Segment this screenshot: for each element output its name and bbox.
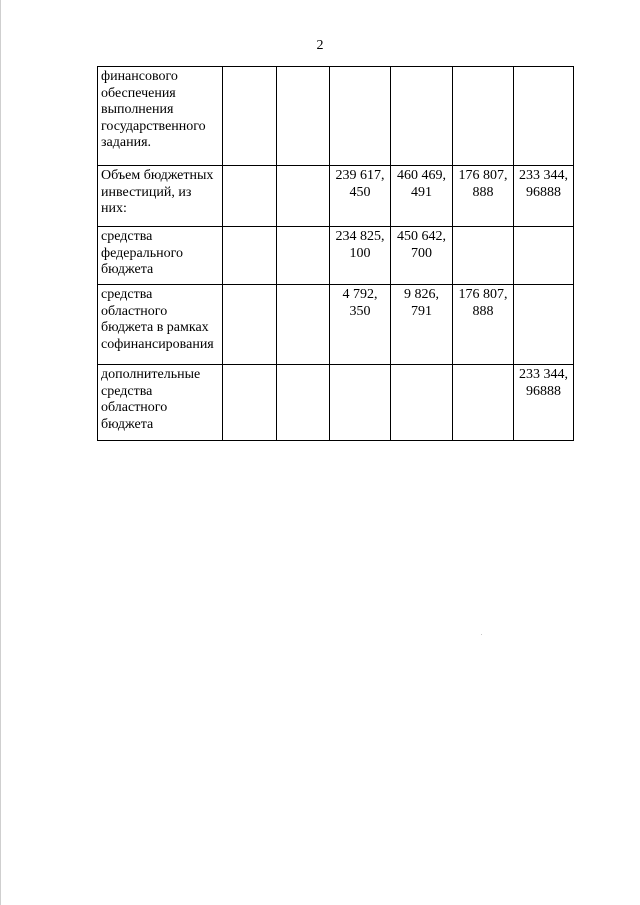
row-label-line: них: <box>101 201 127 216</box>
value-line: 239 617, <box>335 168 385 183</box>
table-row <box>98 365 574 441</box>
value-line: 100 <box>349 245 371 261</box>
empty-cell <box>453 67 514 166</box>
table-row <box>98 67 574 166</box>
value-line: 96888 <box>526 383 561 399</box>
row-label-line: государственного <box>101 118 206 134</box>
row-label-cell <box>98 365 223 441</box>
value-line: 4 792, <box>342 287 378 302</box>
empty-cell <box>277 227 330 285</box>
table-row <box>98 227 574 285</box>
row-label-line: бюджета <box>101 416 154 432</box>
value-line: 888 <box>472 303 494 319</box>
row-label-line: обеспечения <box>101 85 176 101</box>
row-label-cell <box>98 285 223 365</box>
row-label-cell <box>98 227 223 285</box>
empty-cell <box>223 365 277 441</box>
row-label-line: задания. <box>101 135 152 150</box>
table-row <box>98 166 574 227</box>
empty-cell <box>277 166 330 227</box>
row-label-line: финансового <box>101 69 178 84</box>
row-label-cell <box>98 67 223 166</box>
empty-cell <box>223 67 277 166</box>
empty-cell <box>277 285 330 365</box>
value-line: 460 469, <box>397 168 446 183</box>
empty-cell <box>514 67 574 166</box>
empty-cell <box>277 365 330 441</box>
value-line: 350 <box>349 303 371 319</box>
value-cell <box>391 166 453 227</box>
row-label-line: федерального <box>101 245 184 261</box>
table-row <box>98 285 574 365</box>
value-line: 233 344, <box>519 367 568 382</box>
value-line: 700 <box>411 245 432 261</box>
value-line: 233 344, <box>519 168 568 183</box>
row-label-line: бюджета в рамках <box>101 320 209 335</box>
empty-cell <box>391 365 453 441</box>
value-cell <box>514 166 574 227</box>
value-cell <box>391 285 453 365</box>
value-line: 176 807, <box>458 168 508 183</box>
row-label-line: средства <box>101 229 153 244</box>
value-line: 9 826, <box>404 287 439 302</box>
scan-speck <box>481 634 482 635</box>
row-label-line: Объем бюджетных <box>101 168 214 183</box>
empty-cell <box>453 365 514 441</box>
value-cell <box>330 285 391 365</box>
page-number: 2 <box>316 38 324 53</box>
page-edge <box>0 0 1 905</box>
empty-cell <box>330 365 391 441</box>
value-line: 888 <box>472 184 494 200</box>
value-cell <box>391 227 453 285</box>
empty-cell <box>514 285 574 365</box>
row-label-line: средства <box>101 383 153 399</box>
row-label-cell <box>98 166 223 227</box>
value-line: 491 <box>411 184 432 200</box>
row-label-line: средства <box>101 287 153 302</box>
empty-cell <box>330 67 391 166</box>
empty-cell <box>223 227 277 285</box>
value-line: 450 642, <box>397 229 446 244</box>
value-cell <box>453 285 514 365</box>
value-cell <box>453 166 514 227</box>
row-label-line: инвестиций, из <box>101 184 192 200</box>
row-label-line: областного <box>101 400 168 415</box>
empty-cell <box>223 285 277 365</box>
empty-cell <box>514 227 574 285</box>
table-body <box>98 67 574 441</box>
row-label-line: софинансирования <box>101 336 214 352</box>
value-line: 234 825, <box>335 229 385 244</box>
value-line: 96888 <box>526 184 561 200</box>
empty-cell <box>277 67 330 166</box>
budget-table <box>97 66 574 441</box>
row-label-line: бюджета <box>101 262 154 277</box>
row-label-line: выполнения <box>101 102 174 117</box>
value-cell <box>514 365 574 441</box>
empty-cell <box>223 166 277 227</box>
row-label-line: дополнительные <box>101 367 201 382</box>
empty-cell <box>453 227 514 285</box>
value-line: 176 807, <box>458 287 508 302</box>
value-line: 791 <box>411 303 432 319</box>
value-cell <box>330 166 391 227</box>
value-line: 450 <box>349 184 371 200</box>
row-label-line: областного <box>101 303 168 319</box>
value-cell <box>330 227 391 285</box>
empty-cell <box>391 67 453 166</box>
